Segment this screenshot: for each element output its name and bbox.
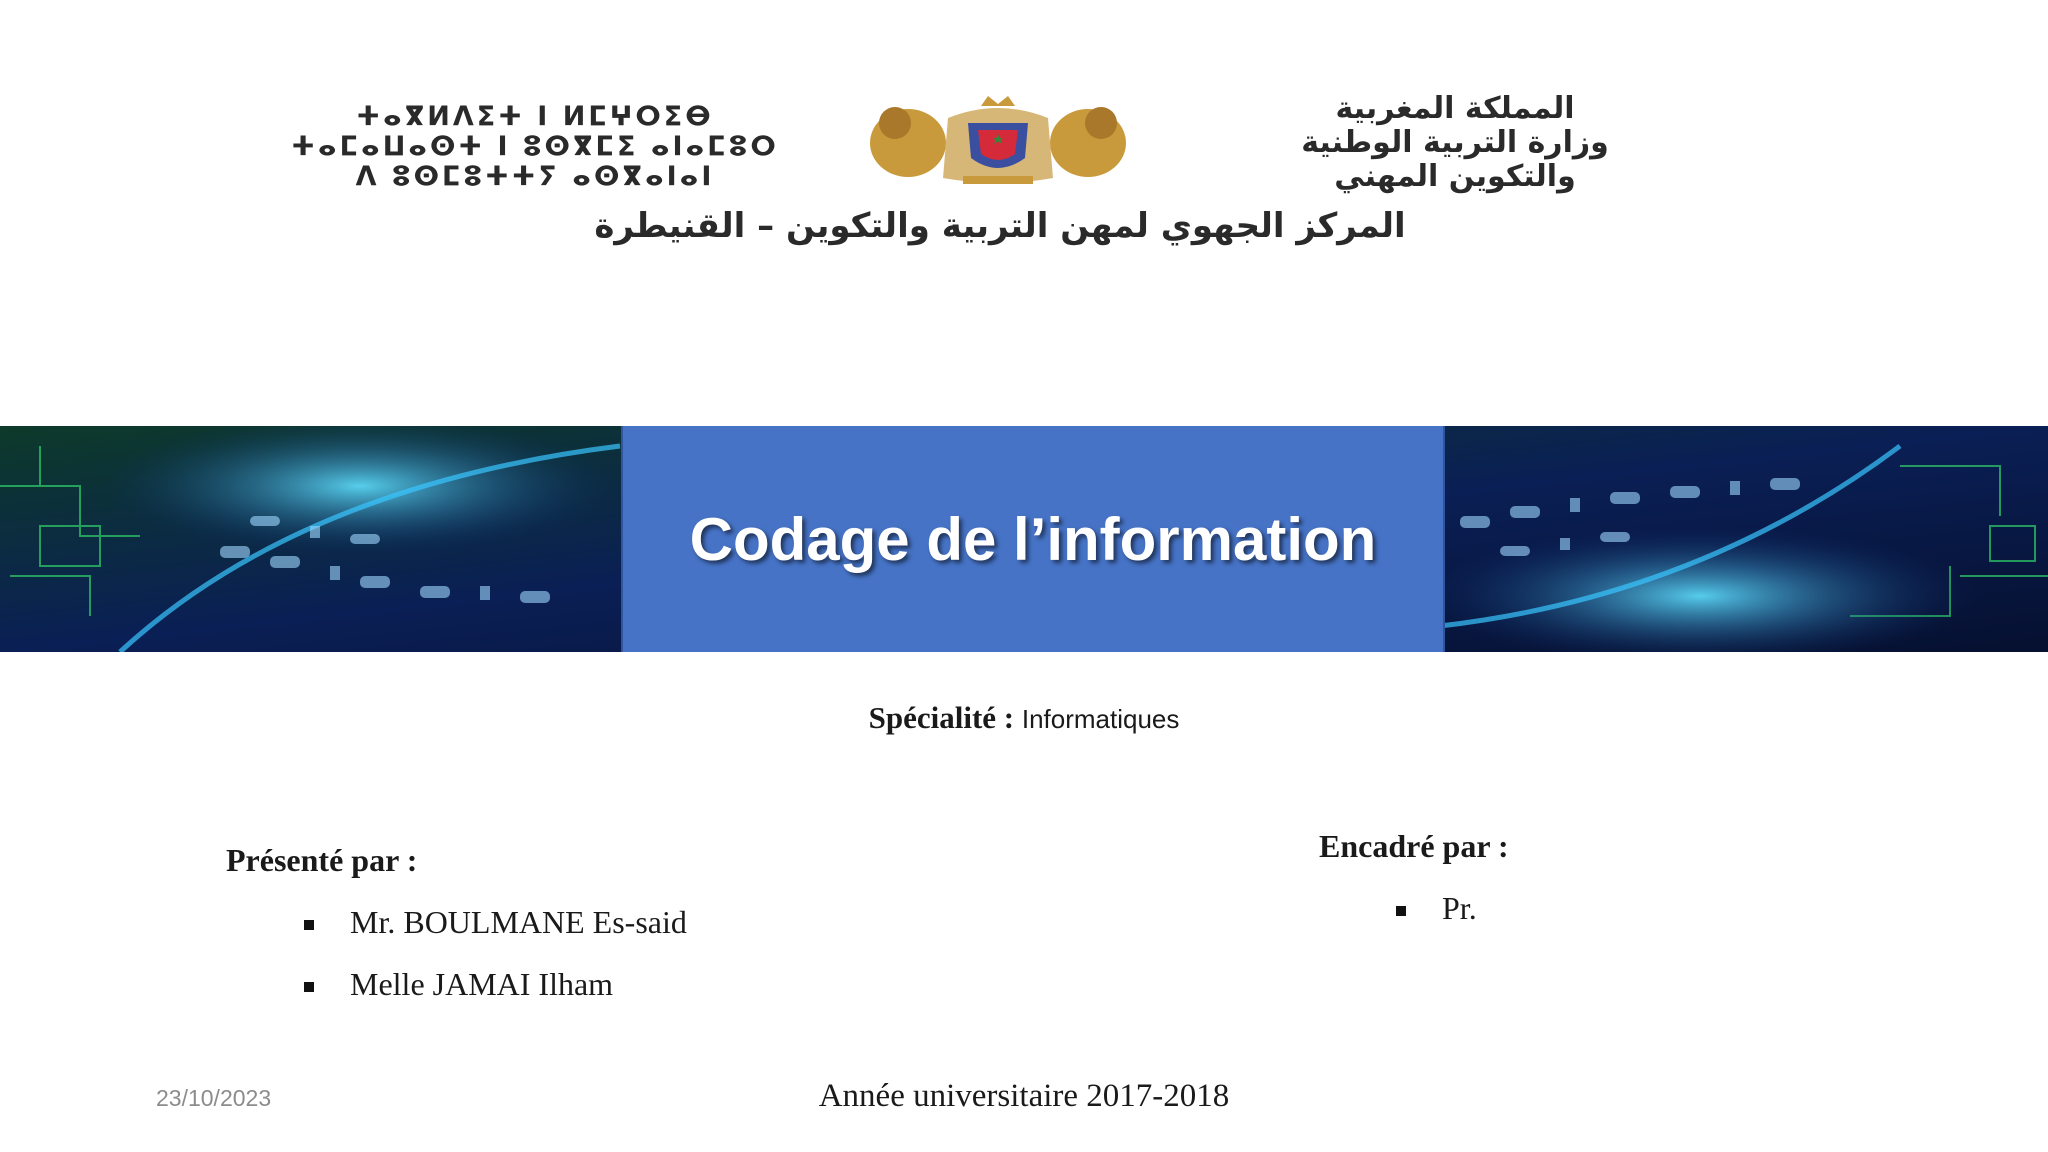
academic-year: Année universitaire 2017-2018: [818, 1078, 1230, 1114]
presenter-name: Melle JAMAI Ilham: [350, 966, 614, 1002]
presenter-name: Mr. BOULMANE Es-said: [350, 904, 687, 940]
presented-by-label: Présenté par :: [226, 842, 418, 878]
tifinagh-line: ⵜⴰⴳⵍⴷⵉⵜ ⵏ ⵍⵎⵖⵔⵉⴱ: [356, 101, 714, 132]
supervisor-list: [1396, 890, 1477, 952]
presenter-list: [304, 904, 687, 1028]
regional-center-name: المركز الجهوي لمهن التربية والتكوين – القنيطرة: [594, 206, 1406, 246]
arabic-line: والتكوين المهني: [1334, 159, 1576, 194]
list-item: [304, 904, 687, 966]
supervised-by-label: Encadré par :: [1319, 828, 1509, 864]
speciality-label: Spécialité :: [868, 700, 1015, 735]
speciality-value: Informatiques: [1021, 704, 1180, 734]
tifinagh-line: ⴷ ⵓⵙⵎⵓⵜⵜⵢ ⴰⵙⴳⴰⵏⴰⵏ: [355, 161, 715, 192]
list-item: [304, 966, 687, 1028]
arabic-line: المملكة المغربية: [1335, 91, 1575, 126]
slide-date: 23/10/2023: [156, 1085, 272, 1111]
coat-of-arms-logo: [853, 88, 1143, 188]
presentation-title: Codage de l’information: [689, 505, 1377, 573]
bullet-icon: [304, 920, 314, 930]
institution-header: [250, 88, 1750, 258]
title-box: [621, 426, 1445, 652]
bullet-icon: [304, 982, 314, 992]
tifinagh-line: ⵜⴰⵎⴰⵡⴰⵙⵜ ⵏ ⵓⵙⴳⵎⵉ ⴰⵏⴰⵎⵓⵔ: [291, 131, 779, 162]
supervisor-name: Pr.: [1442, 890, 1477, 926]
list-item: [1396, 890, 1477, 952]
tifinagh-institution-name: [250, 102, 820, 192]
arabic-line: وزارة التربية الوطنية: [1301, 125, 1609, 160]
arabic-institution-name: [1200, 92, 1710, 194]
speciality-line: [0, 700, 2048, 736]
bullet-icon: [1396, 906, 1406, 916]
